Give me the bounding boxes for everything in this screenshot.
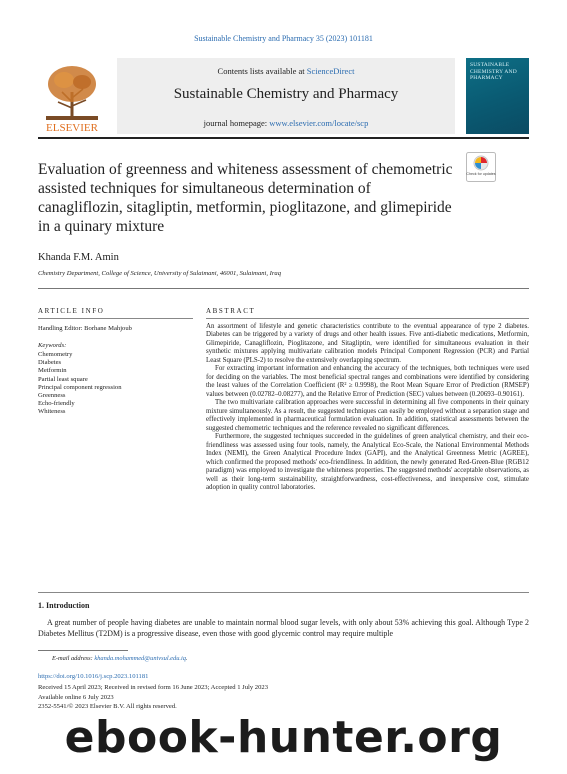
watermark-text: ebook-hunter.org [64,712,503,763]
author-affiliation: Chemistry Department, College of Science, University of Sulaimani, 46001, Sulaimani, Iraq [38,270,282,277]
keyword-item: Chemometry [38,351,73,358]
abstract-body [206,323,529,493]
doi-link[interactable]: https://doi.org/10.1016/j.scp.2023.101181 [38,673,149,680]
handling-editor: Handling Editor: Borhane Mahjoub [38,325,132,332]
contents-prefix: Contents lists available at [217,66,307,76]
keyword-item: Diabetes [38,359,62,367]
journal-citation[interactable]: Sustainable Chemistry and Pharmacy 35 (2023) 101181 [194,34,373,43]
keyword-item: Greenness [38,392,66,400]
homepage-prefix: journal homepage: [203,118,270,128]
journal-cover-title: SUSTAINABLE CHEMISTRY AND PHARMACY [470,62,517,81]
check-for-updates-icon[interactable] [466,152,496,182]
keywords-list [38,351,122,417]
abstract-paragraph: The two multivariate calibration approaches were successful in determining all five components in their quinary mixture simultaneously. As a result, the suggested techniques can easily be employed without a separation stage and effectively implemented in pharmaceutical formulation evaluation. In addition, statistical assessments between the suggested chemometric techniques and the reference revealed no significant differences. [206,399,529,432]
contents-line [117,66,455,76]
keyword-item: Echo-friendly [38,400,75,408]
keyword-item: Metformin [38,367,67,375]
header-divider [38,137,529,139]
article-info-heading: ARTICLE INFO [38,307,105,315]
abstract-heading: ABSTRACT [206,307,256,315]
keyword-item: Partial least square [38,375,88,383]
homepage-link[interactable]: www.elsevier.com/locate/scp [269,118,369,128]
abstract-end-divider [38,592,529,593]
abstract-paragraph: Furthermore, the suggested techniques succeeded in the guidelines of green analytical chemistry, and their eco-friendliness was assessed using four tools, namely, the Analytical Eco-Scale, the National Environmental Methods Index (NEMI), the Green Analytical Procedure Index (GAPI), and the Analytical Greenness Metric (AGREE), which confirmed the proposed methods' eco-friendliness. In addition, the newly generated Red-Green-Blue (RGB12 paradigm) was employed to investigate the whiteness properties. The suggested methods' acceptable observations, as well as their long-term sustainability, straightforwardness, cost-effectiveness, and inexpensive cost, stimulate adoption in quality control laboratories. [206,433,529,492]
sciencedirect-link[interactable]: ScienceDirect [306,66,355,76]
homepage-line [117,118,455,128]
received-dates: Received 15 April 2023; Received in revised form 16 June 2023; Accepted 1 July 2023 [38,684,268,691]
email-link[interactable]: khanda.mohammed@univsul.edu.iq [94,655,186,662]
abstract-paragraph: For extracting important information and enhancing the accuracy of the techniques, both techniques were used for deciding on the variables. The most beneficial spectral ranges and combinations were identified by considering the least values of the Correlation Coefficient (R² ≥ 0.9998), the Root Mean Square Error of Prediction (RMSEP) values between (0.02782–0.08277), and the Relative Error of Prediction (SEC) values between (0.20693–0.90161). [206,365,529,398]
author-name: Khanda F.M. Amin [38,252,119,263]
abstract-paragraph: An assortment of lifestyle and genetic characteristics contribute to the eventual appearance of type 2 diabetes. Diabetes can be triggered by a variety of drugs and other health issues. Five anti-diabetic medications, Metformin, Glimepiride, Canagliflozin, Pioglitazone, and Sitagliptin, were identified for simultaneous evaluation in their synthetic mixtures applying multivariate calibration models Principal Component Regression (PCR) and Partial Least Square (PLS-2) to resolve the extensively overlapping spectrum. [206,323,529,364]
journal-title: Sustainable Chemistry and Pharmacy [173,86,399,102]
keyword-item: Whiteness [38,408,66,416]
email-suffix: . [185,655,188,662]
elsevier-logo [38,58,106,134]
introduction-text: A great number of people having diabetes are unable to maintain normal blood sugar levels, with only about 53% achieving this goal. Although Type 2 Diabetes Mellitus (T2DM) is a progressive disease, even those with good glycemic control may require multiple [38,618,529,638]
publisher-logo-text: ELSEVIER [46,122,98,134]
keyword-item: Principal component regression [38,383,122,391]
article-info-divider [38,318,193,319]
email-label: E-mail address: [52,655,95,662]
introduction-heading: 1. Introduction [38,601,90,610]
issn-copyright: 2352-5541/© 2023 Elsevier B.V. All rights reserved. [38,703,177,710]
keywords-label: Keywords: [38,342,67,349]
footnote-divider [38,650,128,651]
check-for-updates-label: Check for updates [466,172,496,176]
available-online-date: Available online 6 July 2023 [38,694,114,701]
email-footnote [52,655,188,662]
abstract-divider [206,318,529,319]
article-title: Evaluation of greenness and whiteness assessment of chemometric assisted techniques for simultaneous determination of canagliflozin, sitagliptin, metformin, pioglitazone, and glimepiride in a quinary mixture [38,161,453,235]
affiliation-divider [38,288,529,289]
